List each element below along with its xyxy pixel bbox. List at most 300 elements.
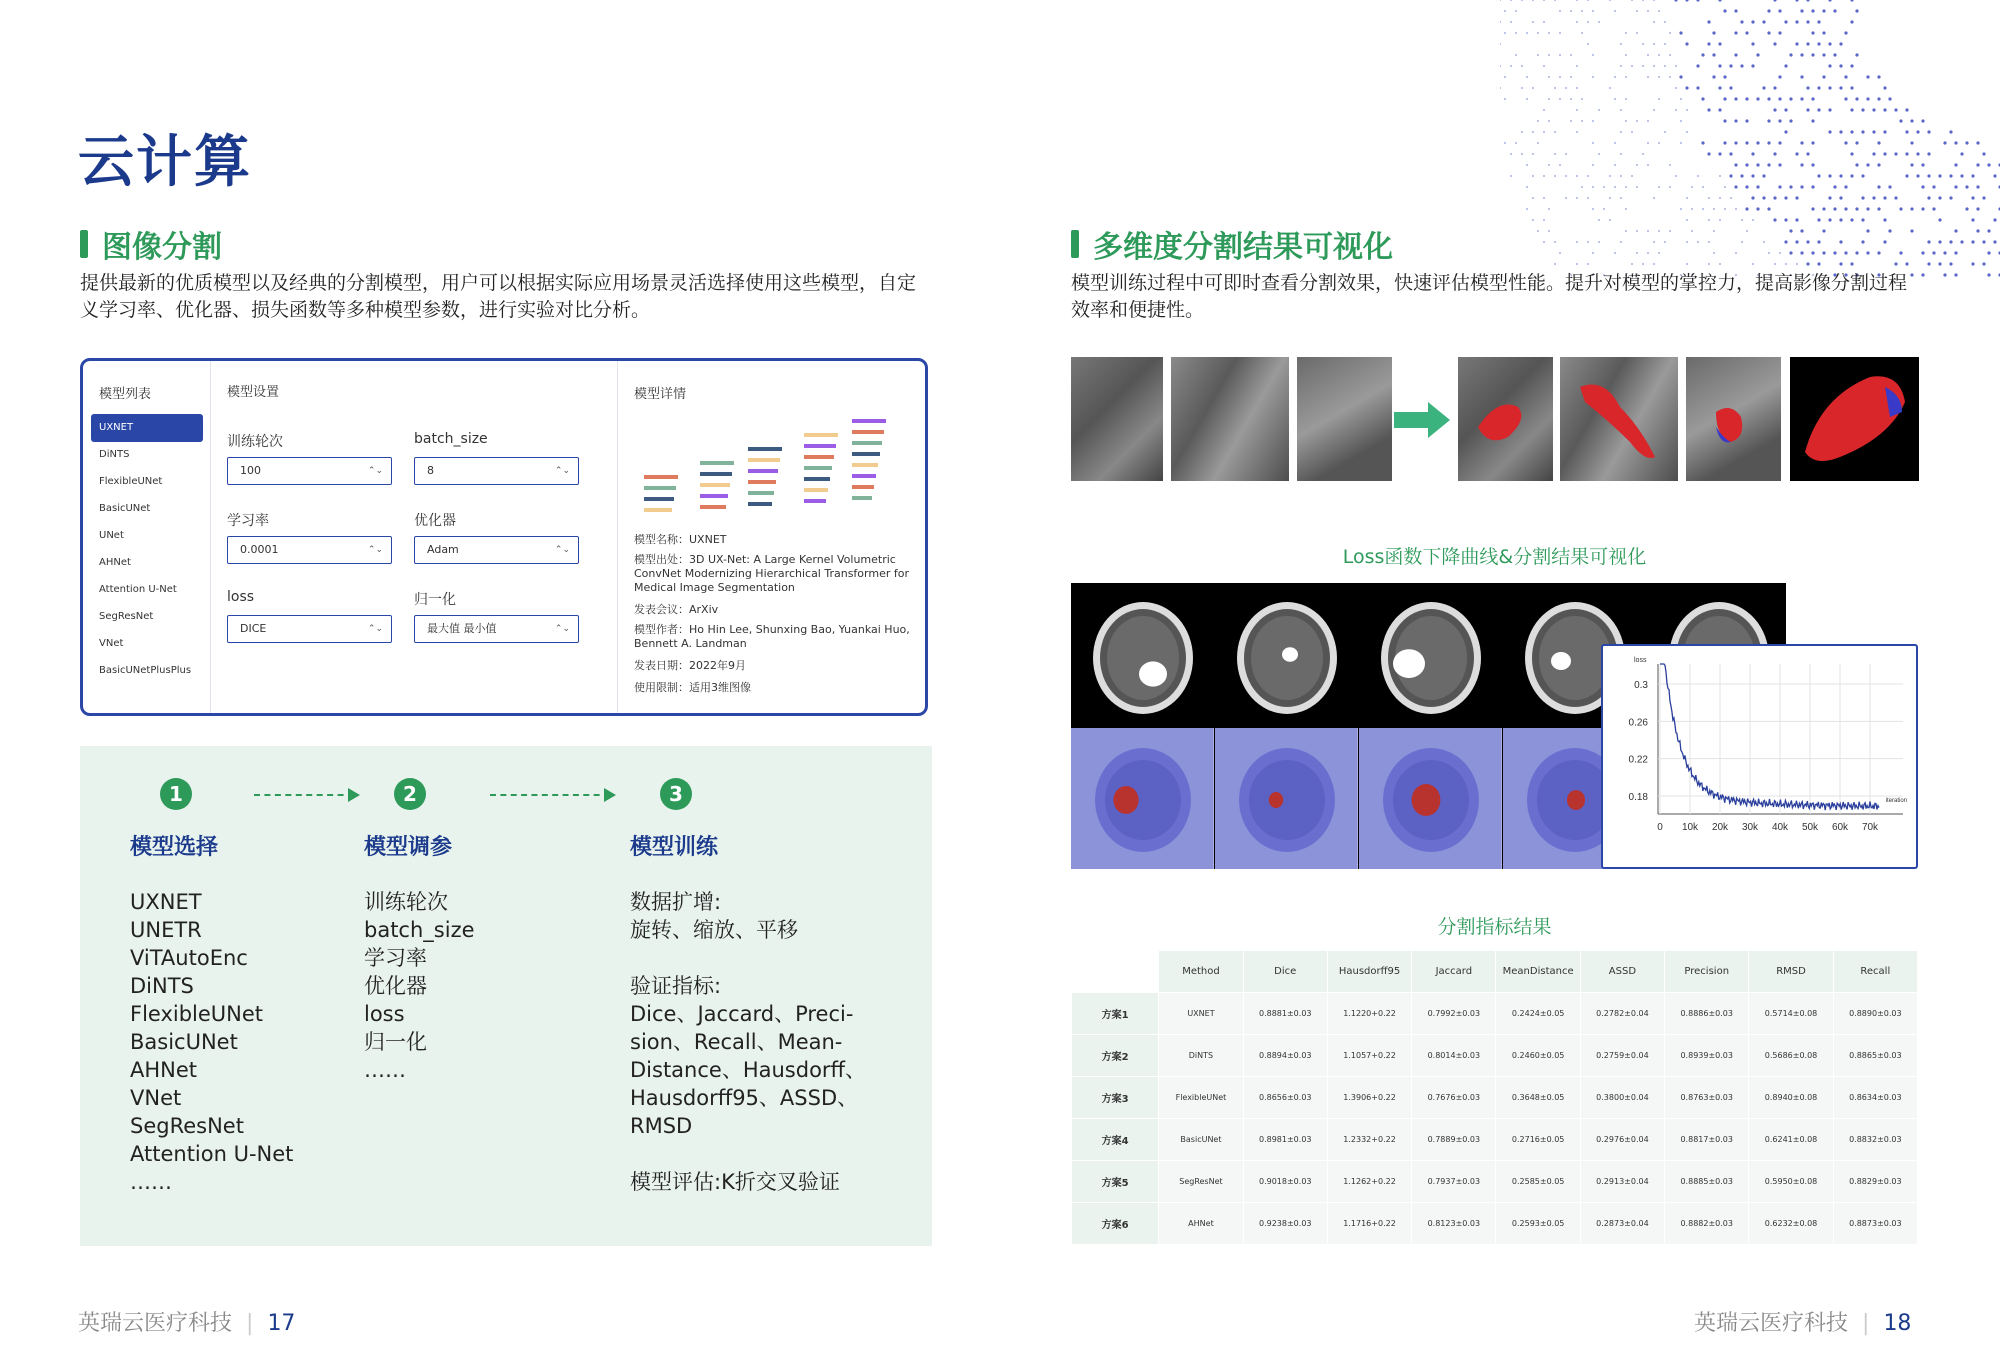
settings-select[interactable]	[414, 457, 579, 485]
y-axis-label: loss	[1634, 657, 1647, 664]
decorative-dot	[1723, 141, 1726, 144]
stepper-icon[interactable]: ⌃⌄	[367, 624, 383, 634]
decorative-dot	[1510, 0, 1512, 1]
decorative-dot	[1855, 163, 1858, 166]
model-list-column	[83, 361, 211, 713]
loss-caption: Loss函数下降曲线&分割结果可视化	[1342, 546, 1647, 568]
decorative-dot	[1526, 208, 1528, 210]
decorative-dot	[1532, 175, 1534, 177]
decorative-dot	[1603, 208, 1605, 210]
table-header-cell: ASSD	[1580, 951, 1664, 993]
decorative-dot	[1927, 174, 1930, 177]
decorative-dot	[1515, 32, 1517, 34]
decorative-dot	[1598, 21, 1600, 23]
table-cell: 1.3906+0.22	[1327, 1077, 1411, 1119]
decorative-dot	[1685, 42, 1688, 45]
step-item: Attention U-Net	[130, 1142, 294, 1166]
section-marker	[80, 230, 88, 258]
stepper-icon[interactable]: ⌃⌄	[554, 545, 570, 555]
decorative-dot	[1855, 9, 1858, 12]
decorative-dot	[1515, 142, 1517, 144]
decorative-dot	[1800, 251, 1803, 254]
table-cell: 0.6232±0.08	[1749, 1203, 1833, 1245]
decorative-dot	[1855, 97, 1858, 100]
decorative-dot	[1987, 163, 1990, 166]
decorative-dot	[1723, 119, 1726, 122]
decorative-dot	[1532, 87, 1534, 89]
decorative-dot	[1784, 64, 1787, 67]
decorative-dot	[1708, 241, 1710, 243]
decorative-dot	[1888, 97, 1891, 100]
loss-line	[1660, 664, 1879, 810]
decorative-dot	[1587, 43, 1589, 45]
table-cell: 0.3800±0.04	[1580, 1077, 1664, 1119]
decorative-dot	[1576, 0, 1578, 1]
decorative-dot	[1850, 218, 1853, 221]
decorative-dot	[1910, 119, 1913, 122]
decorative-dot	[1521, 131, 1523, 133]
decorative-dot	[1800, 75, 1803, 78]
decorative-dot	[1784, 218, 1787, 221]
decorative-dot	[1811, 251, 1814, 254]
decorative-dot	[1554, 241, 1556, 243]
decorative-dot	[1598, 241, 1600, 243]
decorative-dot	[1543, 241, 1545, 243]
decorative-dot	[1647, 252, 1649, 254]
x-tick-label: 40k	[1771, 822, 1789, 833]
mri-original-image	[1171, 357, 1289, 481]
decorative-dot	[1734, 185, 1737, 188]
decorative-dot	[1872, 196, 1875, 199]
table-row-header: 方案3	[1072, 1077, 1159, 1119]
decorative-dot	[1734, 53, 1737, 56]
table-cell: 0.5714±0.08	[1749, 993, 1833, 1035]
table-cell: UXNET	[1159, 993, 1243, 1035]
decorative-dot	[1701, 53, 1704, 56]
diagram-block	[804, 466, 832, 470]
decorative-dot	[1833, 53, 1836, 56]
y-tick-label: 0.3	[1634, 680, 1648, 691]
decorative-dot	[1719, 263, 1721, 265]
table-cell: 0.2716±0.05	[1496, 1119, 1580, 1161]
decorative-dot	[1778, 9, 1781, 12]
decorative-dot	[1548, 98, 1550, 100]
decorative-dot	[1576, 175, 1578, 177]
settings-select[interactable]	[227, 615, 392, 643]
decorative-dot	[1779, 252, 1781, 254]
decorative-dot	[1839, 64, 1842, 67]
decorative-dot	[1768, 252, 1770, 254]
step-title: 模型选择	[130, 835, 219, 860]
decorative-dot	[1855, 251, 1858, 254]
decorative-dot	[1960, 174, 1963, 177]
diagram-block	[644, 486, 676, 490]
decorative-dot	[1800, 229, 1803, 232]
table-cell: 0.2460±0.05	[1496, 1035, 1580, 1077]
decorative-dot	[1537, 120, 1539, 122]
decorative-dot	[1883, 152, 1886, 155]
decorative-dot	[1598, 153, 1600, 155]
decorative-dot	[1581, 186, 1583, 188]
table-header-cell: Precision	[1665, 951, 1749, 993]
decorative-dot	[1949, 130, 1952, 133]
stepper-icon[interactable]: ⌃⌄	[367, 545, 383, 555]
decorative-dot	[1559, 76, 1561, 78]
model-detail-header: 模型详情	[634, 387, 687, 402]
model-list-item[interactable]: DiNTS	[99, 449, 130, 460]
model-list-item[interactable]: VNet	[99, 638, 124, 649]
settings-select[interactable]	[414, 615, 579, 643]
decorative-dot	[1976, 207, 1979, 210]
decorative-dot	[1745, 207, 1748, 210]
model-detail-row: 模型名称：UXNET	[634, 533, 727, 546]
table-header-cell: MeanDistance	[1496, 951, 1580, 993]
step-item: UNETR	[130, 918, 202, 942]
model-settings-header: 模型设置	[227, 385, 280, 400]
decorative-dot	[1592, 54, 1594, 56]
decorative-dot	[1697, 175, 1699, 177]
decorative-dot	[1631, 263, 1633, 265]
decorative-dot	[1894, 108, 1897, 111]
decorative-dot	[1745, 31, 1748, 34]
decorative-dot	[1712, 75, 1715, 78]
footer-right	[1694, 1306, 1911, 1337]
decorative-dot	[1647, 10, 1649, 12]
decorative-dot	[1702, 186, 1704, 188]
table-row-header: 方案1	[1072, 993, 1159, 1035]
diagram-block	[748, 491, 774, 495]
footer-separator: |	[246, 1311, 254, 1336]
section-header-visualization	[1071, 222, 1393, 266]
decorative-dot	[1921, 207, 1924, 210]
decorative-dot	[1789, 119, 1792, 122]
decorative-dot	[1789, 53, 1792, 56]
decorative-dot	[1631, 175, 1633, 177]
x-tick-label: 0	[1657, 822, 1663, 833]
x-tick-label: 20k	[1711, 822, 1729, 833]
decorative-dot	[1500, 65, 1501, 67]
x-tick-label: 30k	[1741, 822, 1759, 833]
decorative-dot	[1773, 108, 1776, 111]
decorative-dot	[1844, 31, 1847, 34]
model-list-item[interactable]: Attention U-Net	[99, 584, 177, 595]
decorative-dot	[1921, 251, 1924, 254]
decorative-dot	[1504, 10, 1506, 12]
decorative-dot	[1888, 229, 1891, 232]
decorative-dot	[1800, 97, 1803, 100]
decorative-dot	[1658, 142, 1660, 144]
decorative-dot	[1647, 142, 1649, 144]
step-item: BasicUNet	[130, 1030, 238, 1054]
decorative-dot	[1532, 219, 1534, 221]
decorative-dot	[1949, 240, 1952, 243]
decorative-dot	[1543, 21, 1545, 23]
y-tick-label: 0.18	[1628, 792, 1648, 803]
table-cell: 0.3648±0.05	[1496, 1077, 1580, 1119]
decorative-dot	[1669, 230, 1671, 232]
diagram-block	[852, 419, 886, 423]
decorative-dot	[1789, 229, 1792, 232]
decorative-dot	[1954, 251, 1957, 254]
decorative-dot	[1756, 53, 1759, 56]
decorative-dot	[1752, 219, 1754, 221]
settings-select[interactable]	[227, 457, 392, 485]
decorative-dot	[1850, 130, 1853, 133]
decorative-dot	[1806, 86, 1809, 89]
x-tick-label: 10k	[1681, 822, 1699, 833]
settings-select[interactable]	[414, 536, 579, 564]
decorative-dot	[1965, 207, 1968, 210]
decorative-dot	[1806, 262, 1809, 265]
decorative-dot	[1603, 186, 1605, 188]
decorative-dot	[1532, 131, 1534, 133]
diagram-block	[852, 463, 878, 467]
decorative-dot	[1609, 0, 1611, 1]
decorative-dot	[1669, 32, 1671, 34]
diagram-block	[644, 475, 678, 479]
decorative-dot	[1642, 263, 1644, 265]
decorative-dot	[1686, 109, 1688, 111]
model-list-item[interactable]: FlexibleUNet	[99, 476, 163, 487]
decorative-dot	[1543, 65, 1545, 67]
decorative-dot	[1570, 54, 1572, 56]
workflow-box	[80, 746, 932, 1246]
decorative-dot	[1762, 86, 1765, 89]
decorative-dot	[1696, 86, 1699, 89]
decorative-dot	[1587, 175, 1589, 177]
decorative-dot	[1674, 0, 1677, 2]
table-cell: 0.2593±0.05	[1496, 1203, 1580, 1245]
decorative-dot	[1971, 218, 1974, 221]
decorative-dot	[1581, 98, 1583, 100]
model-detail-row: 发表会议：ArXiv	[634, 603, 719, 616]
volume-render-image	[1215, 728, 1358, 869]
decorative-dot	[1669, 76, 1671, 78]
decorative-dot	[1811, 119, 1814, 122]
decorative-dot	[1614, 186, 1616, 188]
decorative-dot	[1620, 109, 1622, 111]
decorative-dot	[1609, 219, 1611, 221]
decorative-dot	[1850, 174, 1853, 177]
decorative-dot	[1713, 208, 1715, 210]
decorative-dot	[1866, 97, 1869, 100]
decorative-dot	[1932, 207, 1935, 210]
table-cell: 0.8865±0.03	[1833, 1035, 1917, 1077]
table-cell: 0.9018±0.03	[1243, 1161, 1327, 1203]
model-list-item[interactable]: AHNet	[99, 557, 131, 568]
decorative-dot	[1510, 65, 1512, 67]
decorative-dot	[1587, 21, 1589, 23]
decorative-dot	[1548, 76, 1550, 78]
decorative-dot	[1954, 273, 1957, 276]
table-row-header: 方案4	[1072, 1119, 1159, 1161]
decorative-dot	[1800, 141, 1803, 144]
step-item	[630, 944, 930, 972]
settings-select[interactable]	[227, 536, 392, 564]
select-value: 最大值 最小值	[427, 622, 497, 635]
decorative-dot	[1653, 0, 1655, 1]
step-items	[364, 888, 664, 1084]
table-caption: 分割指标结果	[1437, 916, 1552, 938]
decorative-dot	[1526, 98, 1528, 100]
decorative-dot	[1960, 152, 1963, 155]
decorative-dot	[1576, 87, 1578, 89]
decorative-dot	[1795, 196, 1798, 199]
model-list-item[interactable]: UNet	[99, 530, 124, 541]
decorative-dot	[1526, 164, 1528, 166]
decorative-dot	[1877, 185, 1880, 188]
decorative-dot	[1982, 196, 1985, 199]
table-cell: FlexibleUNet	[1159, 1077, 1243, 1119]
decorative-dot	[1949, 174, 1952, 177]
decorative-dot	[1839, 86, 1842, 89]
decorative-dot	[1592, 76, 1594, 78]
step-item: 验证指标:	[630, 974, 722, 998]
decorative-dot	[1773, 196, 1776, 199]
decorative-dot	[1976, 229, 1979, 232]
decorative-dot	[1899, 119, 1902, 122]
decorative-dot	[1664, 43, 1666, 45]
decorative-dot	[1817, 174, 1820, 177]
model-list-item[interactable]: UXNET	[91, 414, 203, 442]
decorative-dot	[1554, 131, 1556, 133]
decorative-dot	[1866, 75, 1869, 78]
step-items	[630, 888, 930, 1196]
model-settings-column	[211, 361, 618, 713]
select-value: DICE	[240, 622, 267, 635]
section-title: 多维度分割结果可视化	[1093, 230, 1393, 265]
table-header-cell: Recall	[1833, 951, 1917, 993]
table-cell: 0.8940±0.08	[1749, 1077, 1833, 1119]
decorative-dot	[1685, 0, 1688, 2]
decorative-dot	[1741, 219, 1743, 221]
table-cell: 1.1716+0.22	[1327, 1203, 1411, 1245]
model-list-item[interactable]: SegResNet	[99, 611, 154, 622]
decorative-dot	[1565, 197, 1567, 199]
decorative-dot	[1938, 240, 1941, 243]
model-list-item[interactable]: BasicUNet	[99, 503, 151, 514]
decorative-dot	[1767, 163, 1770, 166]
decorative-dot	[1734, 119, 1737, 122]
decorative-dot	[1734, 141, 1737, 144]
y-tick-label: 0.26	[1628, 717, 1648, 729]
decorative-dot	[1861, 108, 1864, 111]
decorative-dot	[1647, 120, 1649, 122]
step-item: loss	[364, 1002, 405, 1026]
decorative-dot	[1675, 109, 1677, 111]
step-title: 模型调参	[364, 835, 453, 860]
decorative-dot	[1504, 142, 1506, 144]
decorative-dot	[1734, 31, 1737, 34]
decorative-dot	[1504, 98, 1506, 100]
stepper-icon[interactable]: ⌃⌄	[554, 624, 570, 634]
decorative-dot	[1636, 230, 1638, 232]
diagram-block	[804, 433, 838, 437]
decorative-dot	[1751, 42, 1754, 45]
decorative-dot	[1861, 196, 1864, 199]
decorative-dot	[1543, 0, 1545, 1]
decorative-dot	[1713, 252, 1715, 254]
select-value: Adam	[427, 543, 459, 556]
decorative-dot	[1642, 43, 1644, 45]
decorative-dot	[1713, 230, 1715, 232]
step-item: VNet	[130, 1086, 182, 1110]
decorative-dot	[1500, 21, 1501, 23]
decorative-dot	[1647, 76, 1649, 78]
decorative-dot	[1905, 108, 1908, 111]
decorative-dot	[1587, 241, 1589, 243]
decorative-dot	[1932, 251, 1935, 254]
decorative-dot	[1806, 20, 1809, 23]
stepper-icon[interactable]: ⌃⌄	[554, 466, 570, 476]
decorative-dot	[1921, 273, 1924, 276]
decorative-dot	[1609, 197, 1611, 199]
decorative-dot	[1642, 0, 1644, 1]
diagram-block	[644, 508, 672, 512]
decorative-dot	[1719, 219, 1721, 221]
decorative-dot	[1680, 208, 1682, 210]
decorative-dot	[1686, 241, 1688, 243]
stepper-icon[interactable]: ⌃⌄	[367, 466, 383, 476]
decorative-dot	[1686, 131, 1688, 133]
decorative-dot	[1861, 240, 1864, 243]
decorative-dot	[1894, 262, 1897, 265]
decorative-dot	[1828, 86, 1831, 89]
decorative-dot	[1927, 240, 1930, 243]
decorative-dot	[1679, 31, 1682, 34]
decorative-dot	[1521, 87, 1523, 89]
decorative-dot	[1548, 54, 1550, 56]
decorative-dot	[1745, 163, 1748, 166]
decorative-dot	[1817, 108, 1820, 111]
decorative-dot	[1723, 75, 1726, 78]
decorative-dot	[1631, 131, 1633, 133]
decorative-dot	[1822, 9, 1825, 12]
footer-brand: 英瑞云医疗科技	[78, 1311, 233, 1336]
decorative-dot	[1894, 196, 1897, 199]
decorative-dot	[1642, 65, 1644, 67]
decorative-dot	[1844, 97, 1847, 100]
decorative-dot	[1707, 152, 1710, 155]
decorative-dot	[1965, 141, 1968, 144]
decorative-dot	[1839, 130, 1842, 133]
step-number-badge: 1	[160, 778, 192, 810]
decorative-dot	[1576, 109, 1578, 111]
decorative-dot	[1872, 152, 1875, 155]
decorative-dot	[1565, 153, 1567, 155]
step-item: SegResNet	[130, 1114, 244, 1138]
decorative-dot	[1718, 152, 1721, 155]
diagram-block	[700, 505, 726, 509]
decorative-dot	[1877, 251, 1880, 254]
decorative-dot	[1855, 141, 1858, 144]
decorative-dot	[1822, 53, 1825, 56]
decorative-dot	[1850, 86, 1853, 89]
decorative-dot	[1647, 54, 1649, 56]
decorative-dot	[1745, 119, 1748, 122]
decorative-dot	[1576, 263, 1578, 265]
arrow-right-icon	[1394, 400, 1450, 440]
model-list-item[interactable]: BasicUNetPlusPlus	[99, 665, 192, 676]
decorative-dot	[1822, 251, 1825, 254]
decorative-dot	[1620, 65, 1622, 67]
decorative-dot	[1839, 218, 1842, 221]
decorative-dot	[1800, 53, 1803, 56]
decorative-dot	[1592, 186, 1594, 188]
decorative-dot	[1949, 196, 1952, 199]
decorative-dot	[1675, 175, 1677, 177]
decorative-dot	[1927, 152, 1930, 155]
